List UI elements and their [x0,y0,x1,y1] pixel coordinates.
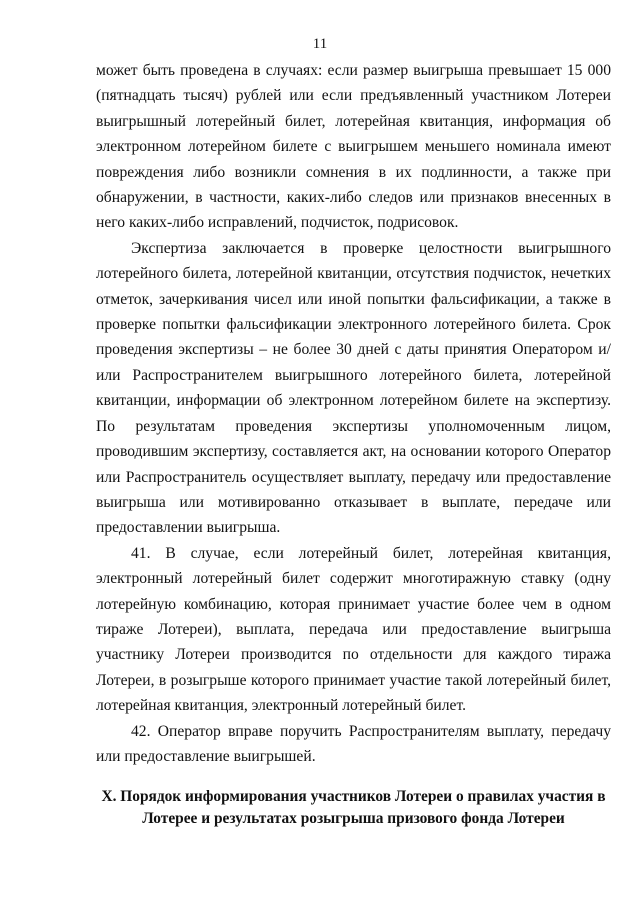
body-text [96,58,611,769]
paragraph-expertise: Экспертиза заключается в проверке целостности выигрышного лотерейного билета, лотерейной квитанции, отсутствия подчисток, нечетких отметок, зачеркивания чисел или иной попытки фальсификации, а также в проверке попытки фальсификации электронного лотерейного билета. Срок проведения экспертизы – не более 30 дней с даты принятия Оператором и/или Распространителем выигрышного лотерейного билета, лотерейной квитанции, информации об электронном лотерейном билете на экспертизу. По результатам проведения экспертизы уполномоченным лицом, проводившим экспертизу, составляется акт, на основании которого Оператор или Распространитель осуществляет выплату, передачу или предоставление выигрыша или мотивированно отказывает в выплате, передаче или предоставлении выигрыша. [96,239,611,537]
page-number: 11 [312,36,328,52]
paragraph-continuation: может быть проведена в случаях: если размер выигрыша превышает 15 000 (пятнадцать тысяч) рублей или если предъявленный участником Лотереи выигрышный лотерейный билет, лотерейная квитанция, информация об электронном лотерейном билете с выигрышем меньшего номинала имеют повреждения либо возникли сомнения в их подлинности, а также при обнаружении, в частности, каких-либо следов или признаков внесенных в него каких-либо исправлений, подчисток, подрисовок. [96,62,611,232]
section-heading: X. Порядок информирования участников Лотереи о правилах участия в Лотерее и результатах розыгрыша призового фонда Лотереи [101,788,606,827]
paragraph-41: 41. В случае, если лотерейный билет, лотерейная квитанция, электронный лотерейный билет содержит многотиражную ставку (одну лотерейную комбинацию, которая принимает участие более чем в одном тираже Лотереи), выплата, передача или предоставление выигрыша участнику Лотереи производится по отдельности для каждого тиража Лотереи, в розыгрыше которого принимает участие такой лотерейный билет, лотерейная квитанция, электронный лотерейный билет. [96,544,611,715]
paragraph-42: 42. Оператор вправе поручить Распространителям выплату, передачу или предоставление выигрышей. [96,722,611,765]
